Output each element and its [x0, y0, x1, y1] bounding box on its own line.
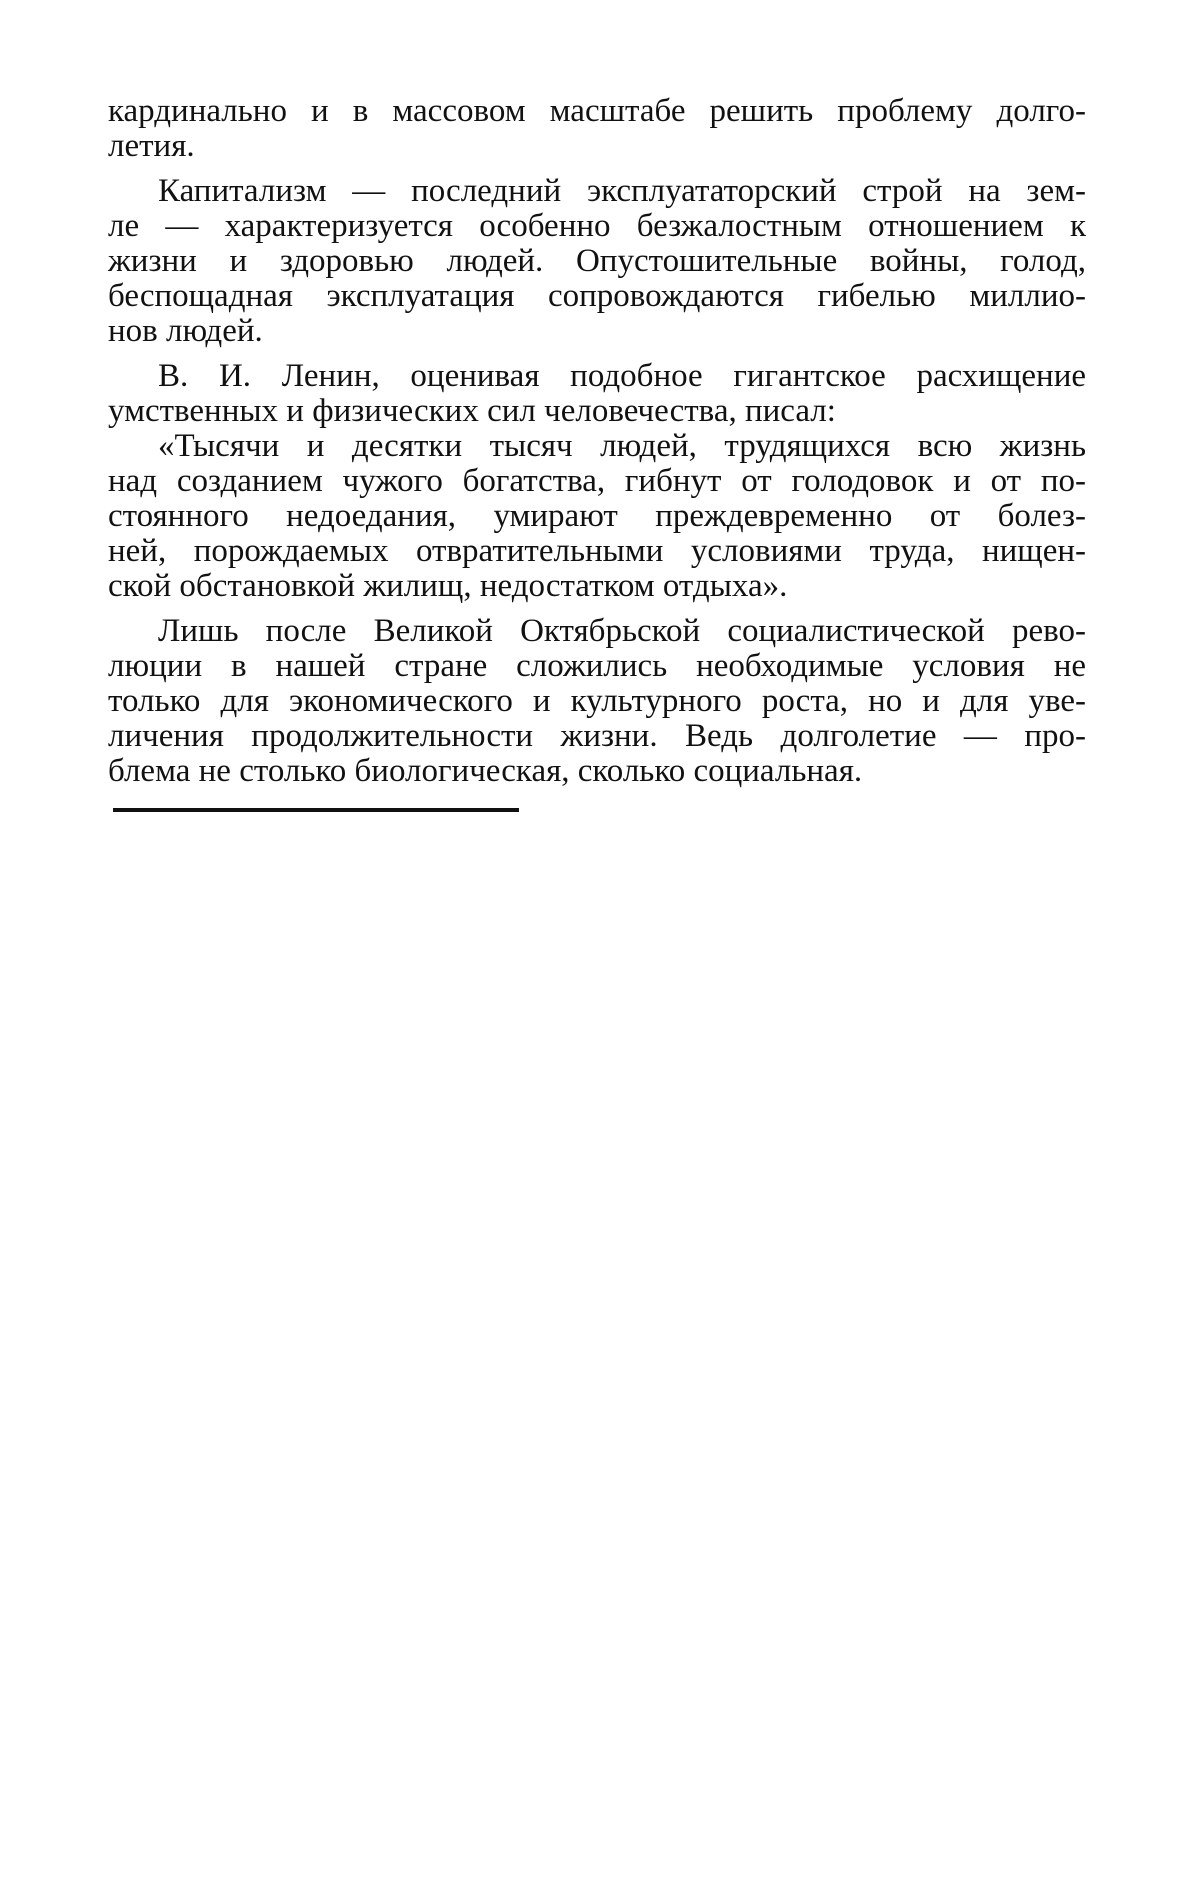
text-line: беспощадная эксплуатация сопровождаются гибелью миллио-: [108, 278, 1086, 314]
text-line: блема не столько биологическая, сколько социальная.: [108, 753, 863, 789]
text-line: стоянного недоедания, умирают преждевременно от болез-: [108, 498, 1086, 534]
text-line: летия.: [108, 128, 195, 164]
text-line: ской обстановкой жилищ, недостатком отдыха».: [108, 568, 788, 604]
text-line: нов людей.: [108, 313, 263, 349]
text-line: ней, порождаемых отвратительными условиями труда, нищен-: [108, 533, 1086, 569]
text-line: В. И. Ленин, оценивая подобное гигантское расхищение: [158, 358, 1086, 394]
text-line: только для экономического и культурного роста, но и для уве-: [108, 683, 1086, 719]
paragraph-capitalism: [108, 174, 1086, 349]
text-line: люции в нашей стране сложились необходимые условия не: [108, 648, 1086, 684]
paragraph-revolution: [108, 614, 1086, 789]
paragraph-lenin: [108, 359, 1086, 429]
paragraph-continuation: [108, 94, 1086, 164]
text-line: личения продолжительности жизни. Ведь долголетие — про-: [108, 718, 1086, 754]
section-end-rule: [113, 808, 519, 812]
text-line: «Тысячи и десятки тысяч людей, трудящихся всю жизнь: [158, 428, 1086, 464]
text-line: Капитализм — последний эксплуататорский строй на зем-: [158, 173, 1086, 209]
text-line: над созданием чужого богатства, гибнут от голодовок и от по-: [108, 463, 1086, 499]
text-line: ле — характеризуется особенно безжалостным отношением к: [108, 208, 1086, 244]
text-line: Лишь после Великой Октябрьской социалистической рево-: [158, 613, 1086, 649]
text-line: жизни и здоровью людей. Опустошительные войны, голод,: [108, 243, 1086, 279]
paragraph-quote: [108, 429, 1086, 604]
text-line: умственных и физических сил человечества, писал:: [108, 393, 836, 429]
text-line: кардинально и в массовом масштабе решить проблему долго-: [108, 93, 1086, 129]
body-text: [108, 94, 1086, 789]
